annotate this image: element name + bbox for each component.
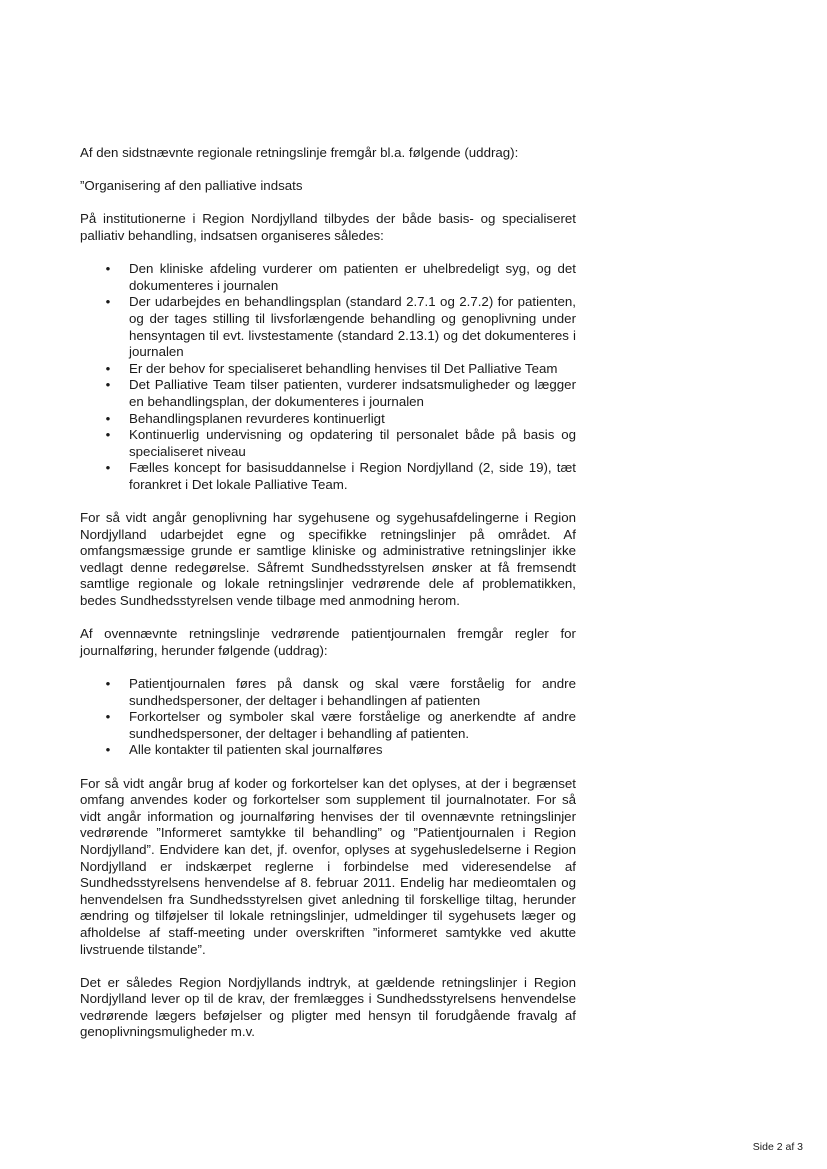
conclusion-paragraph: Det er således Region Nordjyllands indtryk, at gældende retningslinjer i Region Nordjylland lever op til de krav, der fremlægges i Sundhedsstyrelsens henvendelse vedrørende lægers beføjelser og pligter med hensyn til forudgående fravalg af genoplivningsmuligheder m.v. [80, 974, 576, 1040]
list-item-text: Er der behov for specialiseret behandling henvises til Det Palliative Team [129, 360, 558, 376]
organisation-bullet-list [80, 261, 576, 493]
list-item [80, 460, 576, 493]
bullet-icon: • [105, 261, 111, 277]
list-item-text: Forkortelser og symboler skal være forståelige og anerkendte af andre sundhedspersoner, der deltager i behandling af patienten. [129, 709, 576, 741]
page-number: Side 2 af 3 [752, 1141, 803, 1153]
genoplivning-paragraph: For så vidt angår genoplivning har sygehusene og sygehusafdelingerne i Region Nordjylland udarbejdet egne og specifikke retningslinjer på området. Af omfangsmæssige grunde er samtlige kliniske og administrative retningslinjer ikke vedlagt denne redegørelse. Såfremt Sundhedsstyrelsen ønsker at få fremsendt samtlige regionale og lokale retningslinjer vedrørende dele af problematikken, bedes Sundhedsstyrelsen vende tilbage med anmodning herom. [80, 510, 576, 609]
list-item [80, 676, 576, 709]
list-item-text: Det Palliative Team tilser patienten, vurderer indsatsmuligheder og lægger en behandlingsplan, der dokumenteres i journalen [129, 377, 576, 409]
journal-intro-paragraph: Af ovennævnte retningslinje vedrørende patientjournalen fremgår regler for journalføring, herunder følgende (uddrag): [80, 626, 576, 658]
list-item-text: Den kliniske afdeling vurderer om patienten er uhelbredeligt syg, og det dokumenteres i journalen [129, 261, 576, 293]
bullet-icon: • [105, 676, 111, 691]
journal-bullet-list [80, 676, 576, 759]
list-item [80, 709, 576, 742]
bullet-icon: • [105, 360, 111, 376]
bullet-icon: • [105, 742, 111, 758]
list-item [80, 742, 576, 759]
bullet-icon: • [105, 709, 111, 725]
list-item [80, 411, 576, 428]
bullet-icon: • [105, 410, 111, 426]
list-item-text: Behandlingsplanen revurderes kontinuerligt [129, 410, 385, 426]
document-body [80, 145, 576, 1058]
koder-paragraph: For så vidt angår brug af koder og forkortelser kan det oplyses, at der i begrænset omfang anvendes koder og forkortelser som supplement til journalnotater. For så vidt angår information og journalføring henvises der til ovennævnte retningslinjer vedrørende ”Informeret samtykke til behandling” og ”Patientjournalen i Region Nordjylland”. Endvidere kan det, jf. ovenfor, oplyses at sygehusledelserne i Region Nordjylland er indskærpet reglerne i forbindelse med videresendelse af Sundhedsstyrelsens henvendelse af 8. februar 2011. Endelig har medieomtalen og henvendelsen fra Sundhedsstyrelsen givet anledning til forskellige tiltag, herunder ændring og tilføjelser til lokale retningslinjer, udmeldinger til sygehusets læger og afholdelse af staff-meeting under overskriften ”informeret samtykke ved akutte livstruende tilstande”. [80, 775, 576, 957]
list-item-text: Der udarbejdes en behandlingsplan (standard 2.7.1 og 2.7.2) for patienten, og der tages stilling til livsforlængende behandling og genoplivning under hensyntagen til evt. livstestamente (standard 2.13.1) og det dokumenteres i journalen [129, 294, 576, 360]
list-item [80, 261, 576, 294]
list-item-text: Kontinuerlig undervisning og opdatering til personalet både på basis og specialiseret niveau [129, 427, 576, 459]
bullet-icon: • [105, 427, 111, 443]
list-item-text: Fælles koncept for basisuddannelse i Region Nordjylland (2, side 19), tæt forankret i Det lokale Palliative Team. [129, 460, 576, 492]
bullet-icon: • [105, 294, 111, 310]
list-item [80, 361, 576, 378]
bullet-icon: • [105, 377, 111, 393]
bullet-icon: • [105, 460, 111, 476]
section-heading-quote: ”Organisering af den palliative indsats [80, 178, 303, 194]
organisation-paragraph: På institutionerne i Region Nordjylland tilbydes der både basis- og specialiseret palliativ behandling, indsatsen organiseres således: [80, 211, 576, 243]
list-item [80, 294, 576, 360]
intro-paragraph: Af den sidstnævnte regionale retningslinje fremgår bl.a. følgende (uddrag): [80, 145, 519, 160]
list-item [80, 427, 576, 460]
list-item-text: Alle kontakter til patienten skal journalføres [129, 742, 383, 758]
list-item-text: Patientjournalen føres på dansk og skal være forståelig for andre sundhedspersoner, der deltager i behandlingen af patienten [129, 676, 576, 708]
list-item [80, 377, 576, 410]
